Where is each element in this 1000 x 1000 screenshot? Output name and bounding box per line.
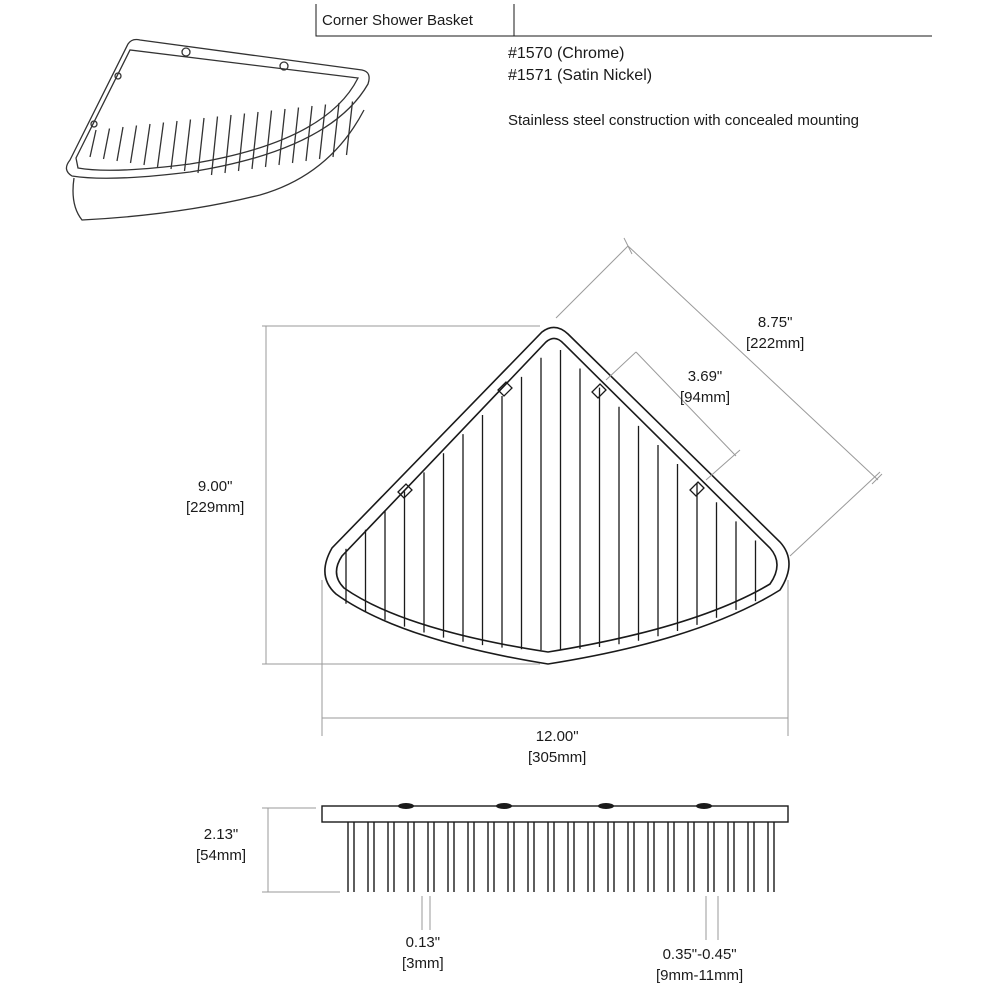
iso-wire	[90, 130, 96, 157]
iso-wire	[320, 105, 326, 160]
model-satin-nickel: #1571 (Satin Nickel)	[508, 67, 653, 84]
iso-wire	[239, 114, 245, 172]
dim-spacing	[656, 944, 743, 986]
dim-wire-imperial: 0.13"	[405, 934, 441, 951]
dim-spacing-imperial: 0.35"-0.45"	[662, 946, 737, 963]
iso-wire	[144, 124, 150, 165]
iso-wire	[306, 106, 312, 161]
dim-depth-metric: [54mm]	[196, 847, 247, 864]
iso-wire	[131, 126, 137, 164]
basket-isometric	[66, 40, 369, 221]
iso-wire	[198, 118, 204, 173]
iso-wire	[117, 127, 123, 161]
dim-wire	[402, 932, 444, 974]
iso-wire	[171, 121, 177, 169]
basket-side-view	[322, 803, 788, 892]
model-chrome: #1570 (Chrome)	[508, 45, 625, 62]
dim-diagonal-metric: [222mm]	[746, 335, 805, 352]
dim-width-imperial: 12.00"	[535, 728, 579, 745]
dim-diagonal	[746, 312, 804, 354]
product-description: Stainless steel construction with concealed mounting	[508, 112, 860, 129]
dim-wire-metric: [3mm]	[402, 955, 444, 972]
iso-wire	[212, 117, 218, 176]
dim-width-metric: [305mm]	[528, 749, 587, 766]
dim-inner-metric: [94mm]	[680, 389, 731, 406]
dim-height-metric: [229mm]	[186, 499, 245, 516]
iso-wire	[279, 109, 285, 165]
iso-wire	[158, 123, 164, 168]
drawing-title: Corner Shower Basket	[322, 12, 473, 29]
iso-wire	[252, 112, 258, 169]
iso-wire	[104, 129, 110, 160]
dim-inner	[680, 366, 730, 408]
iso-wire	[185, 120, 191, 172]
dim-height-imperial: 9.00"	[197, 478, 233, 495]
dim-spacing-metric: [9mm-11mm]	[656, 967, 744, 984]
dim-height	[186, 476, 244, 518]
dim-diagonal-imperial: 8.75"	[757, 314, 793, 331]
iso-wire	[266, 111, 272, 168]
dim-depth	[196, 824, 246, 866]
dim-depth-imperial: 2.13"	[203, 826, 239, 843]
dim-width	[528, 726, 586, 768]
dim-inner-imperial: 3.69"	[687, 368, 723, 385]
